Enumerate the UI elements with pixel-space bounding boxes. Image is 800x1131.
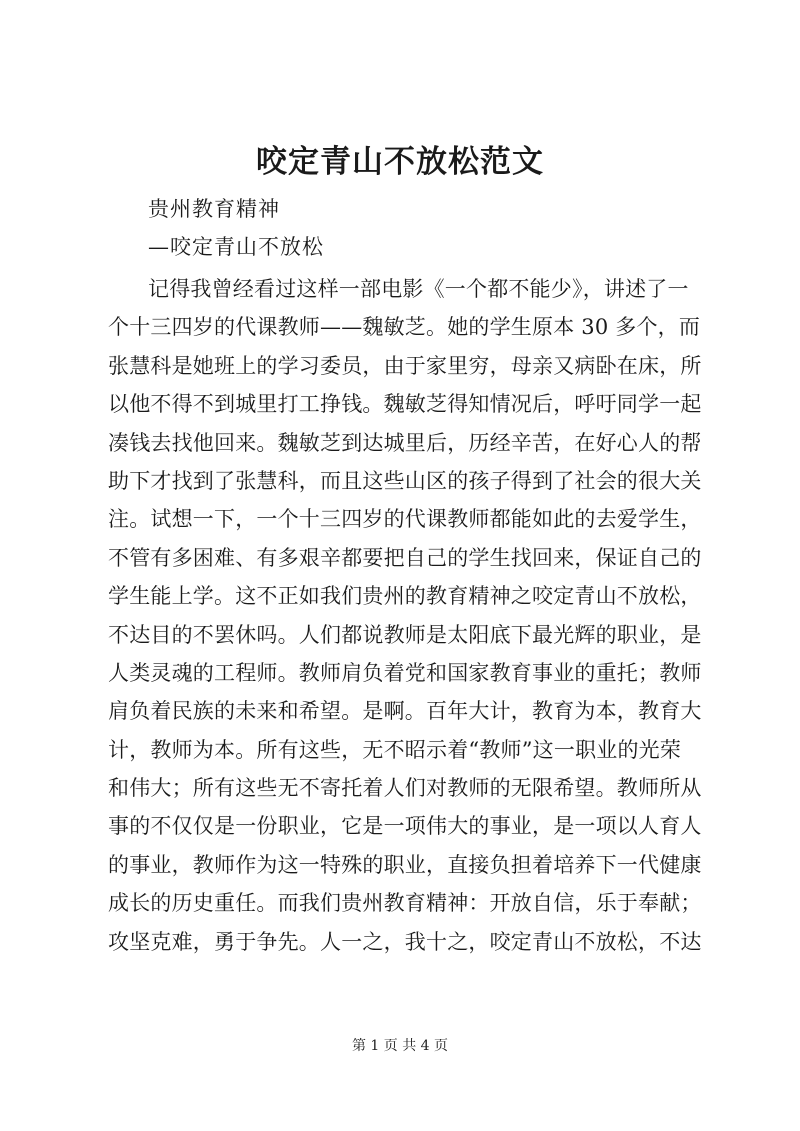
paragraph-line: 助下才找到了张慧科，而且这些山区的孩子得到了社会的很大关 bbox=[108, 468, 702, 493]
body-paragraph bbox=[108, 270, 708, 961]
paragraph-line: 事的不仅仅是一份职业，它是一项伟大的事业，是一项以人育人 bbox=[108, 814, 702, 839]
subtitle-motto: —咬定青山不放松 bbox=[148, 235, 324, 259]
paragraph-line: 个十三四岁的代课教师——魏敏芝。她的学生原本 30 多个，而 bbox=[108, 315, 701, 340]
paragraph-line: 计，教师为本。所有这些，无不昭示着“教师”这一职业的光荣 bbox=[108, 737, 682, 762]
paragraph-line: 的事业，教师作为这一特殊的职业，直接负担着培养下一代健康 bbox=[108, 852, 702, 877]
paragraph-line: 学生能上学。这不正如我们贵州的教育精神之咬定青山不放松， bbox=[108, 584, 702, 609]
paragraph-line: 以他不得不到城里打工挣钱。魏敏芝得知情况后，呼吁同学一起 bbox=[108, 392, 702, 417]
subtitle-education-spirit: 贵州教育精神 bbox=[148, 197, 280, 221]
document-title: 咬定青山不放松范文 bbox=[256, 144, 544, 180]
paragraph-line: 不管有多困难、有多艰辛都要把自己的学生找回来，保证自己的 bbox=[108, 545, 702, 570]
page-number-footer: 第 1 页 共 4 页 bbox=[351, 1038, 449, 1054]
paragraph-line: 和伟大；所有这些无不寄托着人们对教师的无限希望。教师所从 bbox=[108, 776, 702, 801]
paragraph-line: 凑钱去找他回来。魏敏芝到达城里后，历经辛苦，在好心人的帮 bbox=[108, 430, 702, 455]
paragraph-line: 肩负着民族的未来和希望。是啊。百年大计，教育为本，教育大 bbox=[108, 699, 702, 724]
paragraph-line: 人类灵魂的工程师。教师肩负着党和国家教育事业的重托；教师 bbox=[108, 660, 702, 685]
paragraph-line: 成长的历史重任。而我们贵州教育精神：开放自信，乐于奉献； bbox=[108, 891, 702, 916]
paragraph-line: 攻坚克难，勇于争先。人一之，我十之，咬定青山不放松，不达 bbox=[108, 929, 702, 954]
paragraph-line: 不达目的不罢休吗。人们都说教师是太阳底下最光辉的职业，是 bbox=[108, 622, 702, 647]
paragraph-line: 张慧科是她班上的学习委员，由于家里穷，母亲又病卧在床，所 bbox=[108, 353, 702, 378]
paragraph-line: 记得我曾经看过这样一部电影《一个都不能少》，讲述了一 bbox=[148, 277, 689, 301]
paragraph-line: 注。试想一下，一个十三四岁的代课教师都能如此的去爱学生， bbox=[108, 507, 702, 532]
